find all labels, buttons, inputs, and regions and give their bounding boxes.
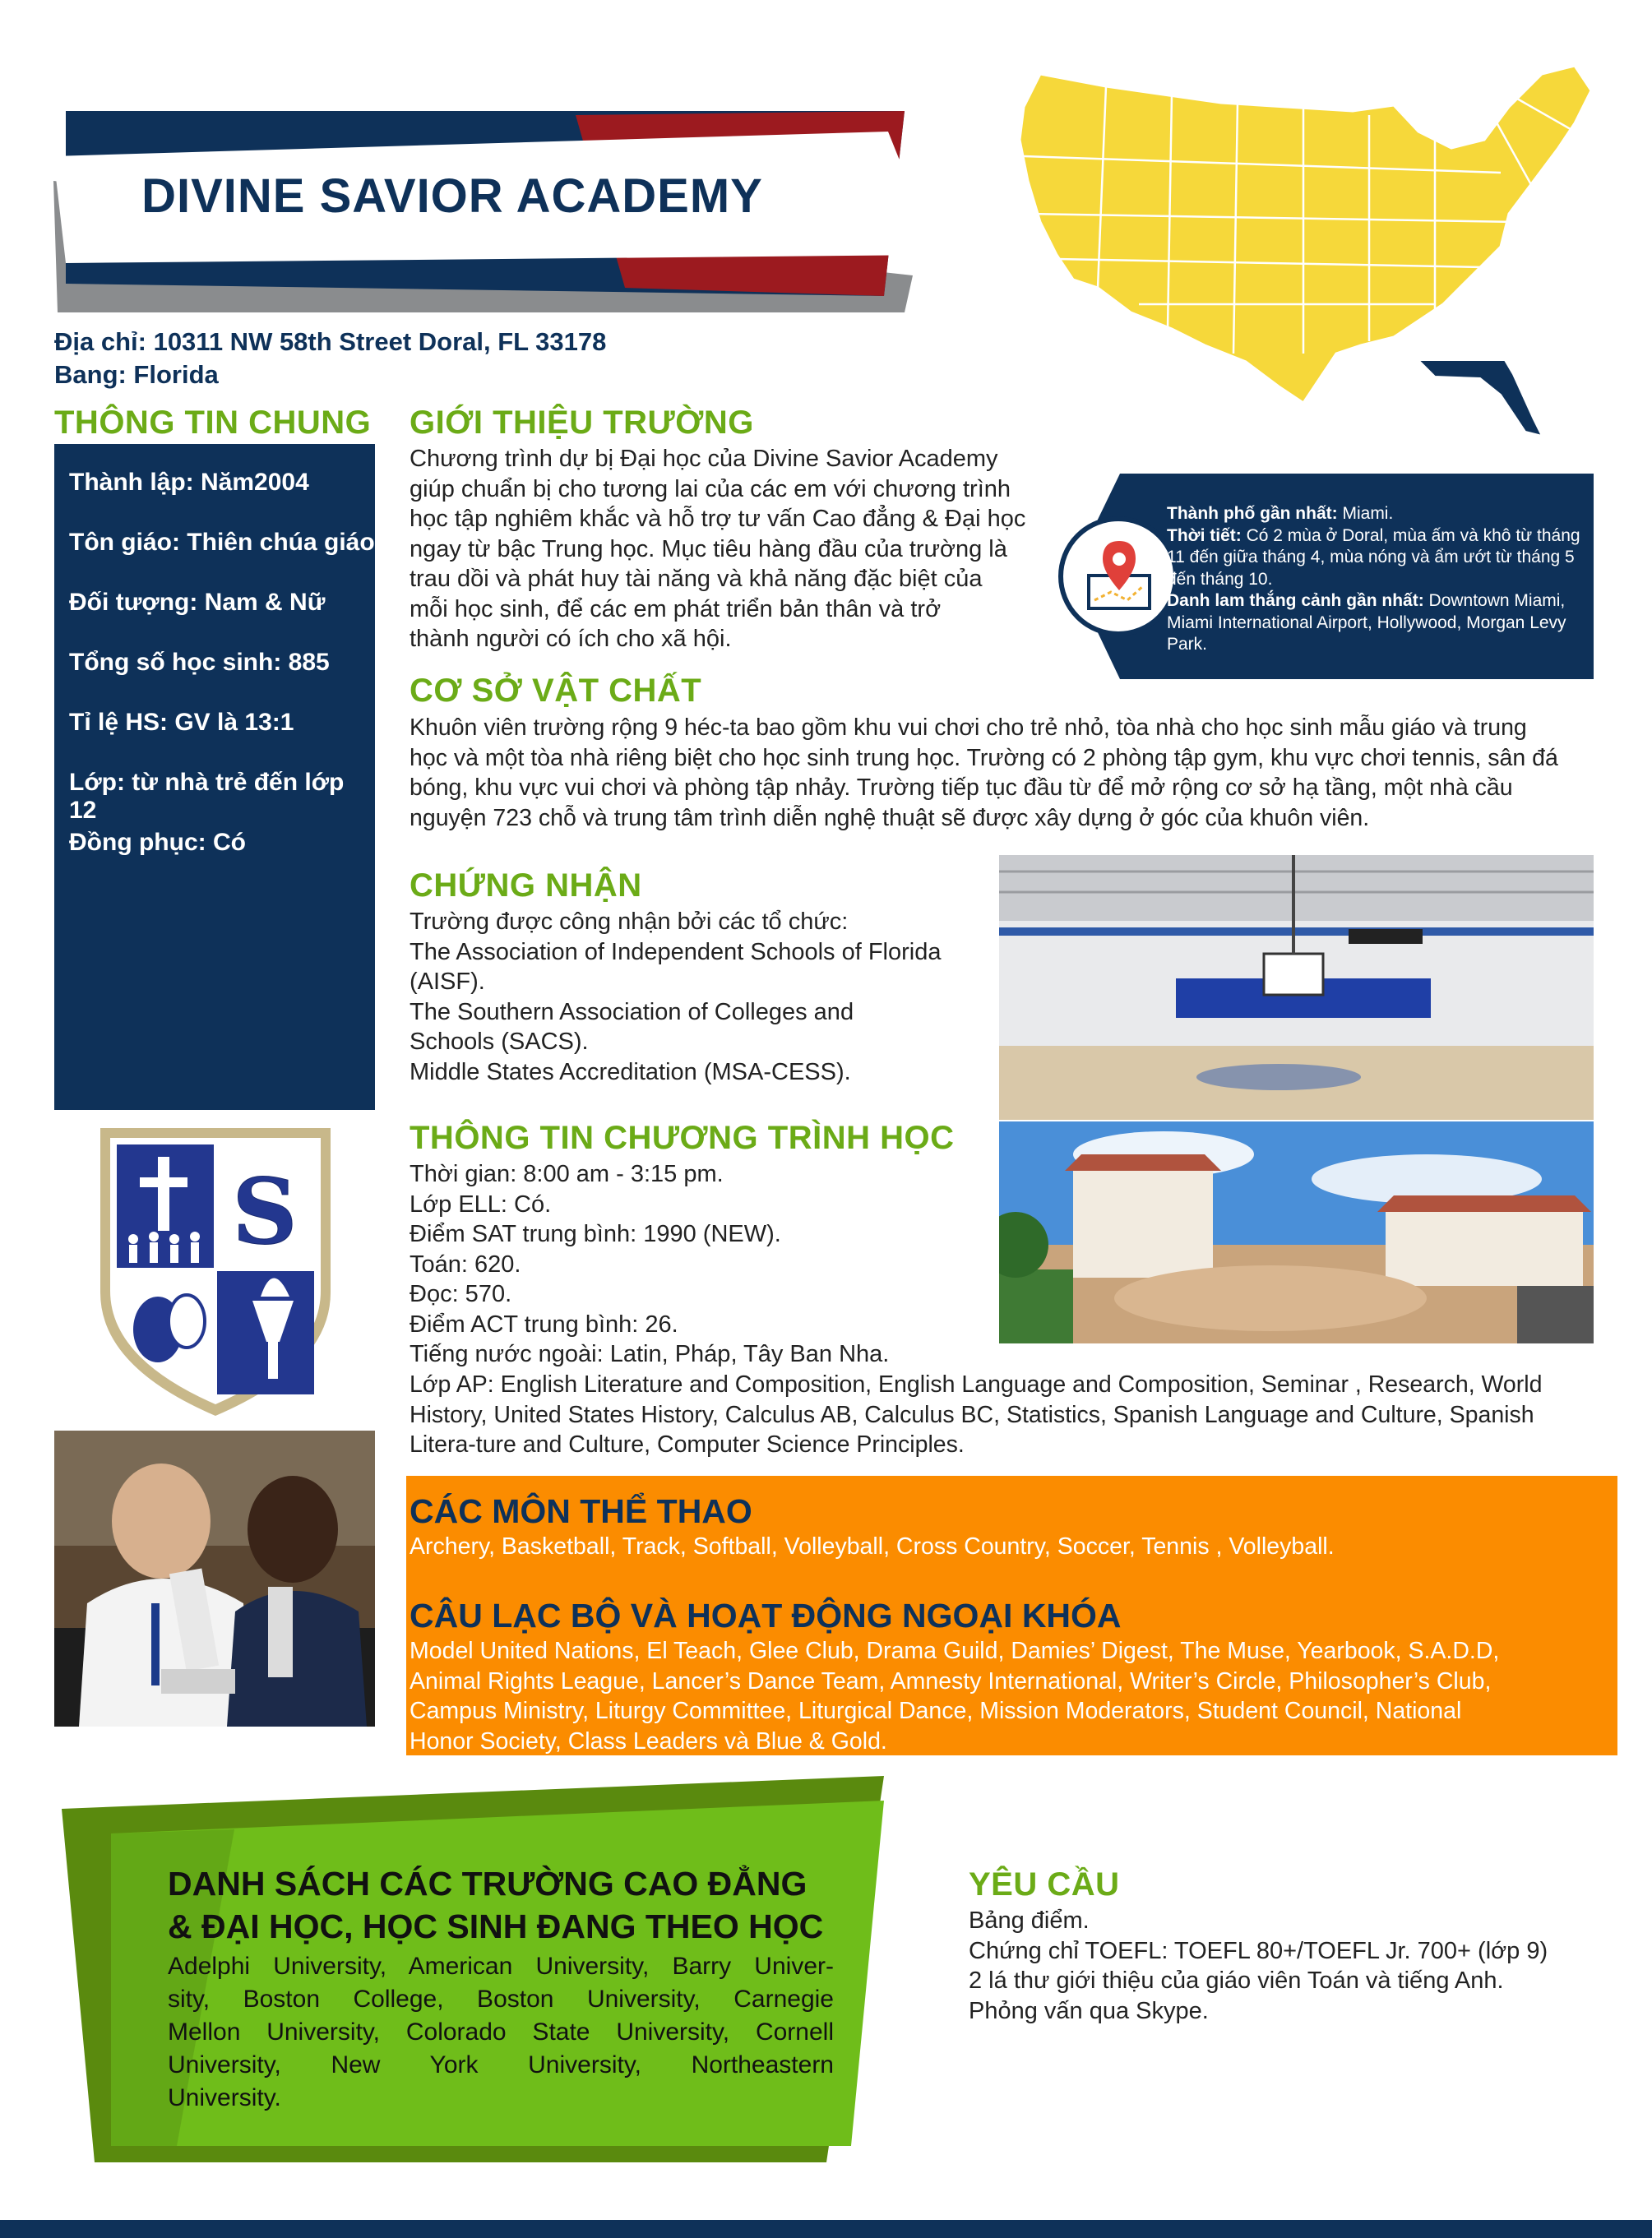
accreditation-line: The Association of Independent Schools of Florida — [410, 938, 942, 965]
ratio-item: Tỉ lệ HS: GV là 13:1 — [69, 709, 294, 736]
facilities-line: học và một tòa nhà riêng biệt cho học sinh trung học. Trường có 2 phòng tập gym, khu vực chơi tennis, sân đá — [410, 744, 1558, 771]
intro-line: Chương trình dự bị Đại học của Divine Savior Academy — [410, 446, 998, 472]
program-line: Thời gian: 8:00 am - 3:15 pm. — [410, 1161, 724, 1187]
state-line: Bang: Florida — [54, 360, 219, 389]
requirements-line: 2 lá thư giới thiệu của giáo viên Toán và tiếng Anh. — [969, 1967, 1504, 1994]
universities-line: Mellon University, Colorado State University, Cornell — [168, 2018, 834, 2046]
program-line: Lớp ELL: Có. — [410, 1191, 552, 1218]
requirements-heading: YÊU CẦU — [969, 1866, 1120, 1903]
facilities-line: nguyện 723 chỗ và trung tâm trình diễn nghệ thuật sẽ được xây dựng ở góc của khuôn viên. — [410, 804, 1370, 831]
students-item: Tổng số học sinh: 885 — [69, 649, 330, 676]
intro-line: giúp chuẩn bị cho tương lai của các em với chương trình — [410, 475, 1011, 502]
universities-line: University, New York University, Northeastern — [168, 2051, 834, 2078]
weather-label: Thời tiết: — [1167, 525, 1242, 545]
program-text — [410, 1159, 985, 1370]
accreditation-line: Schools (SACS). — [410, 1029, 589, 1055]
religion-item: Tôn giáo: Thiên chúa giáo — [69, 529, 375, 556]
intro-heading: GIỚI THIỆU TRƯỜNG — [410, 405, 754, 441]
usa-map — [1007, 58, 1608, 444]
accreditation-heading: CHỨNG NHẬN — [410, 867, 642, 904]
landmarks-value: Miami International Airport, Hollywood, Morgan Levy — [1167, 613, 1566, 632]
clubs-line: Campus Ministry, Liturgy Committee, Liturgical Dance, Mission Moderators, Student Council, National — [410, 1698, 1462, 1724]
accreditation-line: Trường được công nhận bởi các tổ chức: — [410, 909, 849, 935]
requirements-line: Bảng điểm. — [969, 1907, 1090, 1934]
intro-line: mỗi học sinh, để các em phát triển bản thân và trở — [410, 595, 942, 622]
general-info-panel — [54, 444, 375, 1110]
accreditation-text — [410, 907, 985, 1087]
map-pin-icon — [1082, 534, 1156, 617]
sports-heading: CÁC MÔN THỂ THAO — [410, 1492, 752, 1530]
program-line: Điểm SAT trung bình: 1990 (NEW). — [410, 1221, 781, 1247]
intro-line: thành người có ích cho xã hội. — [410, 626, 732, 652]
universities-text — [168, 1950, 834, 2082]
universities-heading-line: DANH SÁCH CÁC TRƯỜNG CAO ĐẲNG — [168, 1865, 807, 1903]
ap-line: Litera-ture and Culture, Computer Science Principles. — [410, 1431, 965, 1458]
footer-bar — [0, 2220, 1652, 2238]
city-value: Miami. — [1337, 504, 1394, 523]
universities-line: Adelphi University, American University, Barry Univer- — [168, 1953, 834, 1980]
intro-text — [410, 444, 1026, 654]
program-line: Toán: 620. — [410, 1251, 521, 1278]
program-line: Tiếng nước ngoài: Latin, Pháp, Tây Ban Nha. — [410, 1341, 890, 1367]
clubs-line: Model United Nations, El Teach, Glee Club, Drama Guild, Damies’ Digest, The Muse, Yearbook, S.A.D.D, — [410, 1638, 1500, 1664]
location-info-text — [1167, 503, 1590, 656]
ap-line: History, United States History, Calculus AB, Calculus BC, Statistics, Spanish Language and Culture, Spanish — [410, 1401, 1534, 1428]
program-heading: THÔNG TIN CHƯƠNG TRÌNH HỌC — [410, 1120, 955, 1156]
weather-value: Có 2 mùa ở Doral, mùa ấm và khô từ tháng — [1241, 525, 1580, 545]
intro-line: ngay từ bậc Trung học. Mục tiêu hàng đầu của trường là — [410, 535, 1007, 562]
campus-photo — [999, 1121, 1594, 1343]
grades-item: Lớp: từ nhà trẻ đến lớp 12 — [69, 769, 345, 824]
general-info-heading: THÔNG TIN CHUNG — [54, 405, 372, 441]
requirements-text — [969, 1906, 1594, 2026]
universities-heading — [168, 1862, 834, 1948]
clubs-heading: CÂU LẠC BỘ VÀ HOẠT ĐỘNG NGOẠI KHÓA — [410, 1597, 1122, 1635]
address-block — [54, 326, 606, 391]
city-label: Thành phố gần nhất: — [1167, 504, 1338, 523]
sports-text: Archery, Basketball, Track, Softball, Volleyball, Cross Country, Soccer, Tennis , Volleyball. — [410, 1533, 1335, 1560]
ap-line: Lớp AP: English Literature and Composition, English Language and Composition, Seminar , Research, World — [410, 1371, 1543, 1398]
requirements-line: Phỏng vấn qua Skype. — [969, 1997, 1209, 2024]
facilities-line: Khuôn viên trường rộng 9 héc-ta bao gồm khu vui chơi cho trẻ nhỏ, tòa nhà cho học sinh mẫu giáo và trung — [410, 714, 1527, 741]
founded-item: Thành lập: Năm2004 — [69, 469, 309, 496]
gender-item: Đối tượng: Nam & Nữ — [69, 589, 326, 616]
landmarks-value: Park. — [1167, 635, 1208, 654]
program-line: Đọc: 570. — [410, 1281, 512, 1307]
intro-line: trau dồi và phát huy tài năng và khả năng đặc biệt của — [410, 566, 983, 592]
ap-courses-text — [410, 1370, 1610, 1460]
universities-line: sity, Boston College, Boston University, Carnegie — [168, 1986, 834, 2013]
weather-value: 11 đến giữa tháng 4, mùa nóng và ẩm ướt từ tháng 5 — [1167, 548, 1575, 566]
universities-last-line: University. — [168, 2084, 281, 2111]
clubs-line: Animal Rights League, Lancer’s Dance Team, Amnesty International, Writer’s Circle, Philosopher’s Club, — [410, 1667, 1492, 1695]
accreditation-line: Middle States Accreditation (MSA-CESS). — [410, 1058, 851, 1085]
facilities-heading: CƠ SỞ VẬT CHẤT — [410, 673, 702, 709]
landmarks-label: Danh lam thắng cảnh gần nhất: — [1167, 591, 1424, 610]
gym-photo — [999, 855, 1594, 1120]
program-line: Điểm ACT trung bình: 26. — [410, 1311, 678, 1338]
requirements-line: Chứng chỉ TOEFL: TOEFL 80+/TOEFL Jr. 700+ (lớp 9) — [969, 1937, 1548, 1964]
accreditation-line: (AISF). — [410, 969, 485, 995]
school-title: DIVINE SAVIOR ACADEMY — [141, 169, 763, 223]
facilities-line: bóng, khu vực vui chơi và phòng tập nhảy. Trường tiếp tục đầu từ để mở rộng cơ sở hạ tầng, một nhà cầu — [410, 775, 1513, 801]
uniform-item: Đồng phục: Có — [69, 829, 246, 856]
landmarks-value: Downtown Miami, — [1423, 591, 1566, 610]
address-line: Địa chỉ: 10311 NW 58th Street Doral, FL 33178 — [54, 327, 607, 356]
students-microscope-photo — [54, 1431, 375, 1727]
facilities-text — [410, 713, 1610, 833]
clubs-line: Honor Society, Class Leaders và Blue & Gold. — [410, 1727, 887, 1755]
clubs-text — [410, 1636, 1610, 1756]
intro-line: học tập nghiêm khắc và hỗ trợ tư vấn Cao đẳng & Đại học — [410, 506, 1026, 532]
universities-heading-line: & ĐẠI HỌC, HỌC SINH ĐANG THEO HỌC — [168, 1907, 824, 1945]
weather-value: đến tháng 10. — [1167, 569, 1273, 589]
svg-text:S: S — [232, 1158, 298, 1265]
school-crest-logo — [92, 1120, 339, 1420]
accreditation-line: The Southern Association of Colleges and — [410, 998, 854, 1025]
